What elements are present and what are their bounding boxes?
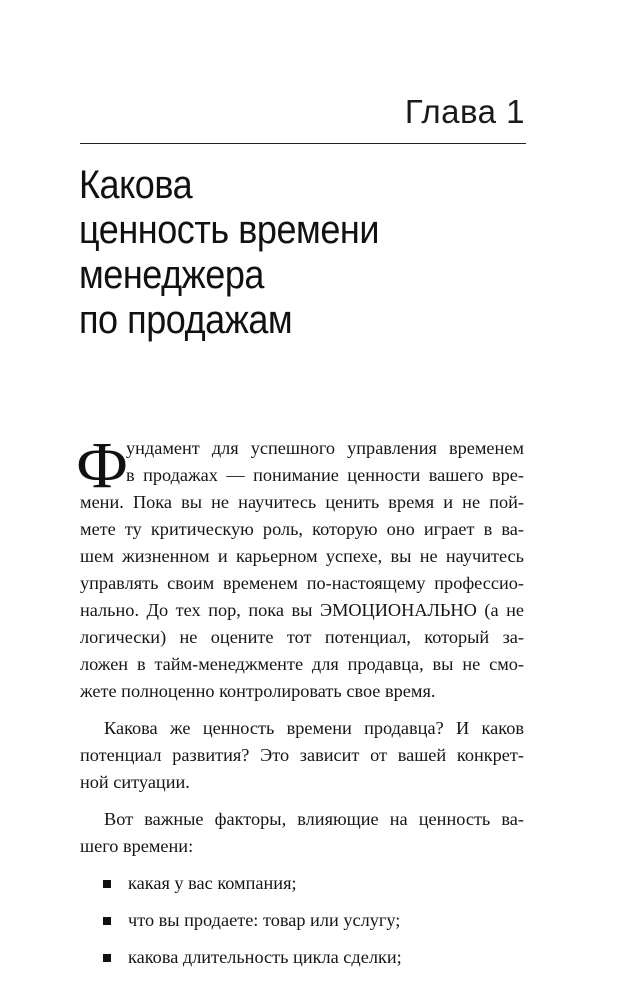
- text-line: нально. До тех пор, пока вы ЭМОЦИОНАЛЬНО (а не: [80, 600, 524, 620]
- text-line: потенциал развития? Это зависит от вашей конкрет-: [80, 745, 524, 765]
- chapter-title: [79, 163, 493, 343]
- text-line: шего времени:: [80, 836, 194, 856]
- paragraph-gap: [80, 705, 524, 715]
- text-line: жете полноценно контролировать свое время.: [80, 681, 436, 701]
- text-line: управлять своим временем по-настоящему профессио-: [80, 573, 524, 593]
- text-line: ундамент для успешного управления временем: [126, 438, 524, 458]
- list-item: [80, 870, 524, 897]
- list-item: [80, 944, 524, 971]
- square-bullet-icon: [103, 880, 111, 888]
- text-line: ложен в тайм-менеджменте для продавца, вы не смо-: [80, 654, 524, 674]
- square-bullet-icon: [103, 954, 111, 962]
- list-item: [80, 907, 524, 934]
- paragraph-1: [76, 429, 524, 705]
- paragraph-2: [80, 715, 524, 796]
- text-line: шем жизненном и карьерном успехе, вы не научитесь: [80, 546, 524, 566]
- factor-list: [80, 870, 524, 971]
- title-line: Какова: [79, 163, 193, 207]
- text-line: логически) не оцените тот потенциал, который за-: [80, 627, 524, 647]
- paragraph-gap: [80, 796, 524, 806]
- square-bullet-icon: [103, 917, 111, 925]
- text-line: мете ту критическую роль, которую оно играет в ва-: [80, 519, 524, 539]
- chapter-rule: [80, 143, 526, 144]
- text-line: ной ситуации.: [80, 772, 190, 792]
- text-line: Какова же ценность времени продавца? И каков: [104, 718, 524, 738]
- chapter-label: Глава 1: [404, 93, 525, 130]
- paragraph-3: [80, 806, 524, 860]
- text-line: в продажах — понимание ценности вашего вре-: [126, 465, 524, 485]
- list-item-text: какова длительность цикла сделки;: [128, 947, 402, 967]
- list-item-text: какая у вас компания;: [128, 873, 297, 893]
- paragraph-gap: [80, 860, 524, 870]
- drop-cap: Ф: [76, 429, 129, 502]
- text-line: Вот важные факторы, влияющие на ценность ва-: [104, 809, 524, 829]
- text-line: мени. Пока вы не научитесь ценить время и не пой-: [80, 492, 524, 512]
- title-line: ценность времени: [79, 208, 379, 252]
- title-line: по продажам: [79, 298, 293, 342]
- body-text: [76, 429, 524, 981]
- list-item-text: что вы продаете: товар или услугу;: [128, 910, 401, 930]
- title-line: менеджера: [79, 253, 264, 297]
